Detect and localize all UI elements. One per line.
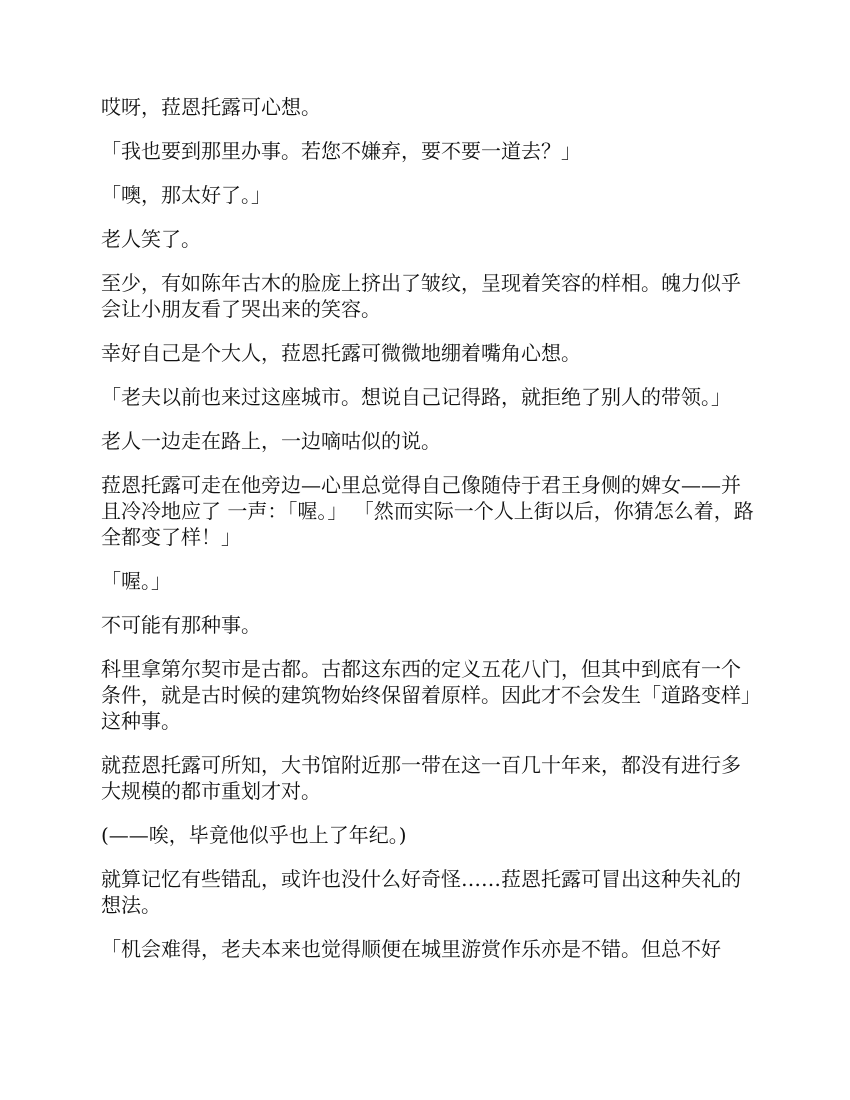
paragraph-13: 就菈恩托露可所知，大书馆附近那一带在这一百几十年来，都没有进行多大规模的都市重划才对。 [101, 753, 741, 803]
paragraph-8: 老人一边走在路上，一边嘀咕似的说。 [101, 429, 441, 453]
paragraph-6: 幸好自己是个大人，菈恩托露可微微地绷着嘴角心想。 [101, 341, 581, 365]
paragraph-12: 科里拿第尔契市是古都。古都这东西的定义五花八门，但其中到底有一个条件，就是古时候的建筑物始终保留着原样。因此才不会发生「道路变样」这种事。 [101, 657, 751, 733]
paragraph-11: 不可能有那种事。 [101, 613, 261, 637]
paragraph-10: 「喔。」 [101, 569, 171, 593]
paragraph-14: (——唉，毕竟他似乎也上了年纪。) [101, 823, 407, 847]
document-page [101, 94, 757, 980]
paragraph-4: 老人笑了。 [101, 227, 201, 251]
paragraph-3: 「噢，那太好了。」 [101, 183, 271, 207]
paragraph-9: 菈恩托露可走在他旁边—心里总觉得自己像随侍于君王身侧的婢女——并且冷冷地应了 一声：「喔。」 「然而实际一个人上街以后，你猜怎么着，路全都变了样！」 [101, 473, 754, 549]
paragraph-1: 哎呀，菈恩托露可心想。 [101, 95, 321, 119]
paragraph-2: 「我也要到那里办事。若您不嫌弃，要不要一道去？」 [101, 139, 581, 163]
paragraph-15: 就算记忆有些错乱，或许也没什么好奇怪……菈恩托露可冒出这种失礼的想法。 [101, 867, 741, 917]
paragraph-5: 至少，有如陈年古木的脸庞上挤出了皱纹，呈现着笑容的样相。魄力似乎会让小朋友看了哭出来的笑容。 [101, 271, 741, 321]
paragraph-16: 「机会难得，老夫本来也觉得顺便在城里游赏作乐亦是不错。但总不好 [101, 937, 721, 961]
paragraph-7: 「老夫以前也来过这座城市。想说自己记得路，就拒绝了别人的带领。」 [101, 385, 731, 409]
